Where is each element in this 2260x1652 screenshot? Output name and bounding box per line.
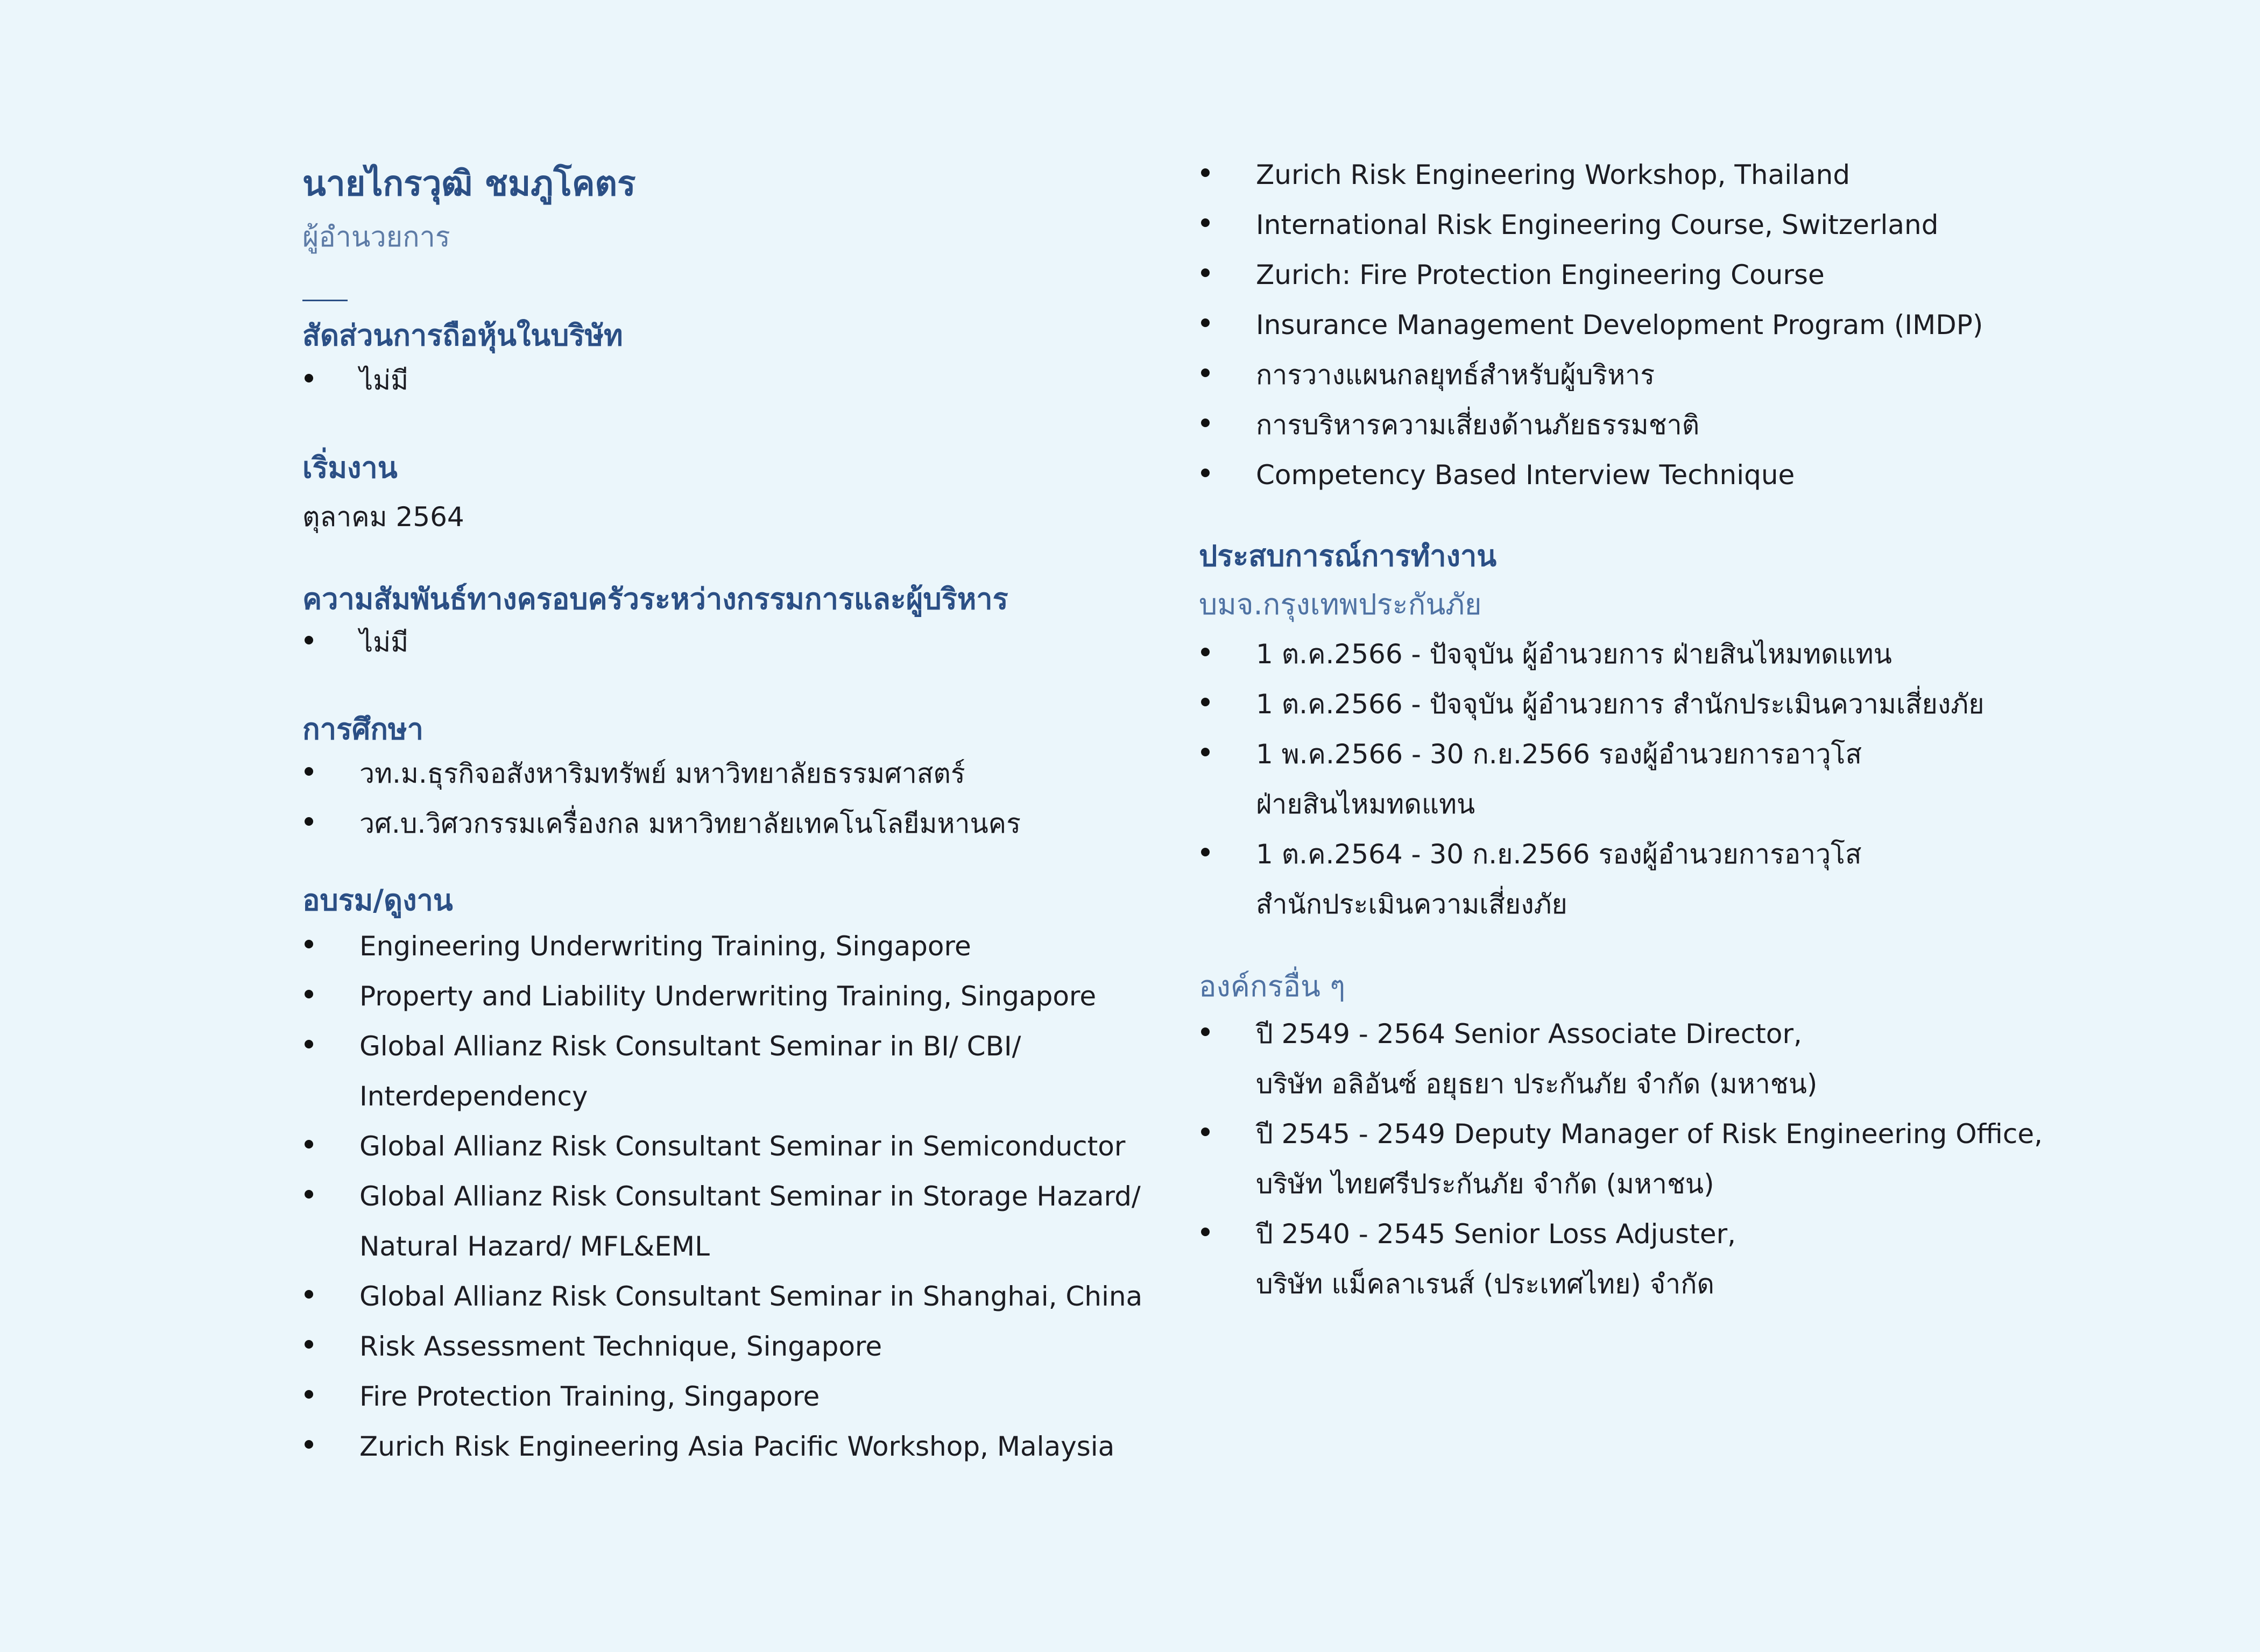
bullet-icon (305, 1190, 313, 1199)
family-relation-heading: ความสัมพันธ์ทางครอบครัวระหว่างกรรมการและผู้บริหาร (302, 582, 1008, 616)
bullet-icon (305, 817, 313, 826)
bullet-icon (1201, 268, 1210, 277)
bullet-icon (305, 1440, 313, 1449)
list-item (1199, 679, 1984, 729)
list-item-text: Fire Protection Training, Singapore (359, 1381, 820, 1412)
list-item-text: Insurance Management Development Program (IMDP) (1256, 309, 1983, 341)
list-item (1199, 400, 1983, 450)
bullet-icon (1201, 368, 1210, 377)
list-item-text: ปี 2540 - 2545 Senior Loss Adjuster, (1256, 1218, 1736, 1250)
education-heading: การศึกษา (302, 712, 423, 746)
list-item (302, 972, 1142, 1022)
bullet-icon (1201, 748, 1210, 756)
list-item (302, 356, 408, 406)
family-relation-list (302, 618, 408, 668)
list-item (302, 1172, 1142, 1272)
list-item (302, 618, 408, 668)
list-item (302, 749, 1021, 799)
shareholding-heading: สัดส่วนการถือหุ้นในบริษัท (302, 318, 623, 352)
bullet-icon (1201, 318, 1210, 327)
list-item-text: ปี 2549 - 2564 Senior Associate Director, (1256, 1018, 1802, 1050)
list-item-text: วศ.บ.วิศวกรรมเครื่องกล มหาวิทยาลัยเทคโนโลยีมหานคร (359, 808, 1021, 839)
bullet-icon (305, 1340, 313, 1349)
list-item-text: Global Allianz Risk Consultant Seminar in Shanghai, China (359, 1281, 1143, 1312)
other-orgs-heading: องค์กรอื่น ๆ (1199, 969, 1346, 1003)
list-item (1199, 729, 1984, 829)
list-item-text: ฝ่ายสินไหมทดแทน (1256, 789, 1475, 820)
bullet-icon (1201, 1027, 1210, 1036)
list-item-text: Zurich: Fire Protection Engineering Course (1256, 259, 1825, 290)
list-item-text: ไม่มี (359, 627, 409, 658)
bullet-icon (1201, 698, 1210, 706)
list-item (1199, 200, 1983, 250)
bullet-icon (1201, 848, 1210, 856)
training-list-right (1199, 150, 1983, 500)
bullet-icon (1201, 419, 1210, 427)
list-item-text: International Risk Engineering Course, Switzerland (1256, 209, 1939, 240)
list-item (1199, 150, 1983, 200)
list-item (302, 921, 1142, 972)
list-item-text: Global Allianz Risk Consultant Seminar in Storage Hazard/ (359, 1181, 1141, 1212)
list-item-text: ปี 2545 - 2549 Deputy Manager of Risk Engineering Office, (1256, 1118, 2043, 1150)
bullet-icon (1201, 1128, 1210, 1136)
training-heading: อบรม/ดูงาน (302, 883, 453, 917)
person-name: นายไกรวุฒิ ชมภูโคตร (302, 164, 636, 204)
list-item-text: Interdependency (359, 1081, 588, 1112)
list-item-text: การวางแผนกลยุทธ์สำหรับผู้บริหาร (1256, 359, 1655, 391)
list-item (1199, 250, 1983, 300)
training-list-left (302, 921, 1142, 1472)
bullet-icon (305, 1390, 313, 1399)
list-item-text: 1 ต.ค.2566 - ปัจจุบัน ผู้อำนวยการ สำนักประเมินความเสี่ยงภัย (1256, 689, 1984, 720)
divider (302, 300, 348, 301)
list-item (1199, 629, 1984, 679)
bullet-icon (1201, 648, 1210, 656)
list-item-text: Risk Assessment Technique, Singapore (359, 1331, 882, 1362)
list-item-text: บริษัท ไทยศรีประกันภัย จำกัด (มหาชน) (1256, 1168, 1714, 1200)
person-position: ผู้อำนวยการ (302, 221, 450, 253)
work-experience-heading: ประสบการณ์การทำงาน (1199, 539, 1497, 573)
list-item (1199, 1009, 2043, 1109)
list-item (1199, 1209, 2043, 1309)
list-item-text: Engineering Underwriting Training, Singapore (359, 931, 971, 962)
list-item (302, 1372, 1142, 1422)
list-item-text: Global Allianz Risk Consultant Seminar in Semiconductor (359, 1131, 1126, 1162)
list-item-text: Zurich Risk Engineering Asia Pacific Workshop, Malaysia (359, 1431, 1115, 1462)
list-item (302, 799, 1021, 849)
bullet-icon (305, 1040, 313, 1048)
list-item (1199, 350, 1983, 400)
bullet-icon (305, 374, 313, 382)
list-item (302, 1422, 1142, 1472)
list-item-text: 1 ต.ค.2566 - ปัจจุบัน ผู้อำนวยการ ฝ่ายสินไหมทดแทน (1256, 639, 1892, 670)
list-item (302, 1322, 1142, 1372)
list-item-text: Property and Liability Underwriting Training, Singapore (359, 981, 1097, 1012)
list-item-text: วท.ม.ธุรกิจอสังหาริมทรัพย์ มหาวิทยาลัยธรรมศาสตร์ (359, 758, 965, 789)
list-item-text: ไม่มี (359, 365, 409, 396)
list-item (302, 1272, 1142, 1322)
shareholding-list (302, 356, 408, 406)
list-item-text: 1 พ.ค.2566 - 30 ก.ย.2566 รองผู้อำนวยการอาวุโส (1256, 739, 1862, 770)
list-item-text: 1 ต.ค.2564 - 30 ก.ย.2566 รองผู้อำนวยการอาวุโส (1256, 839, 1862, 870)
start-date-value: ตุลาคม 2564 (302, 501, 464, 533)
list-item-text: บริษัท แม็คลาเรนส์ (ประเทศไทย) จำกัด (1256, 1268, 1714, 1300)
bullet-icon (1201, 1228, 1210, 1236)
other-orgs-list (1199, 1009, 2043, 1309)
list-item (1199, 450, 1983, 500)
list-item (1199, 300, 1983, 350)
education-list (302, 749, 1021, 849)
list-item-text: Global Allianz Risk Consultant Seminar in BI/ CBI/ (359, 1031, 1021, 1062)
bullet-icon (305, 990, 313, 998)
bullet-icon (305, 767, 313, 776)
bullet-icon (1201, 469, 1210, 477)
list-item-text: สำนักประเมินความเสี่ยงภัย (1256, 889, 1567, 920)
list-item (302, 1122, 1142, 1172)
list-item-text: บริษัท อลิอันซ์ อยุธยา ประกันภัย จำกัด (มหาชน) (1256, 1068, 1818, 1100)
bullet-icon (1201, 218, 1210, 227)
bullet-icon (305, 1140, 313, 1148)
list-item (1199, 1109, 2043, 1209)
start-date-heading: เริ่มงาน (302, 451, 398, 485)
work-company-name: บมจ.กรุงเทพประกันภัย (1199, 587, 1482, 621)
bullet-icon (305, 1290, 313, 1299)
bullet-icon (1201, 168, 1210, 177)
list-item-text: Zurich Risk Engineering Workshop, Thailand (1256, 159, 1851, 190)
list-item (302, 1022, 1142, 1122)
bullet-icon (305, 636, 313, 644)
list-item-text: Natural Hazard/ MFL&EML (359, 1231, 710, 1262)
bullet-icon (305, 940, 313, 948)
list-item (1199, 829, 1984, 930)
work-experience-list (1199, 629, 1984, 930)
list-item-text: Competency Based Interview Technique (1256, 459, 1795, 491)
list-item-text: การบริหารความเสี่ยงด้านภัยธรรมชาติ (1256, 409, 1700, 441)
